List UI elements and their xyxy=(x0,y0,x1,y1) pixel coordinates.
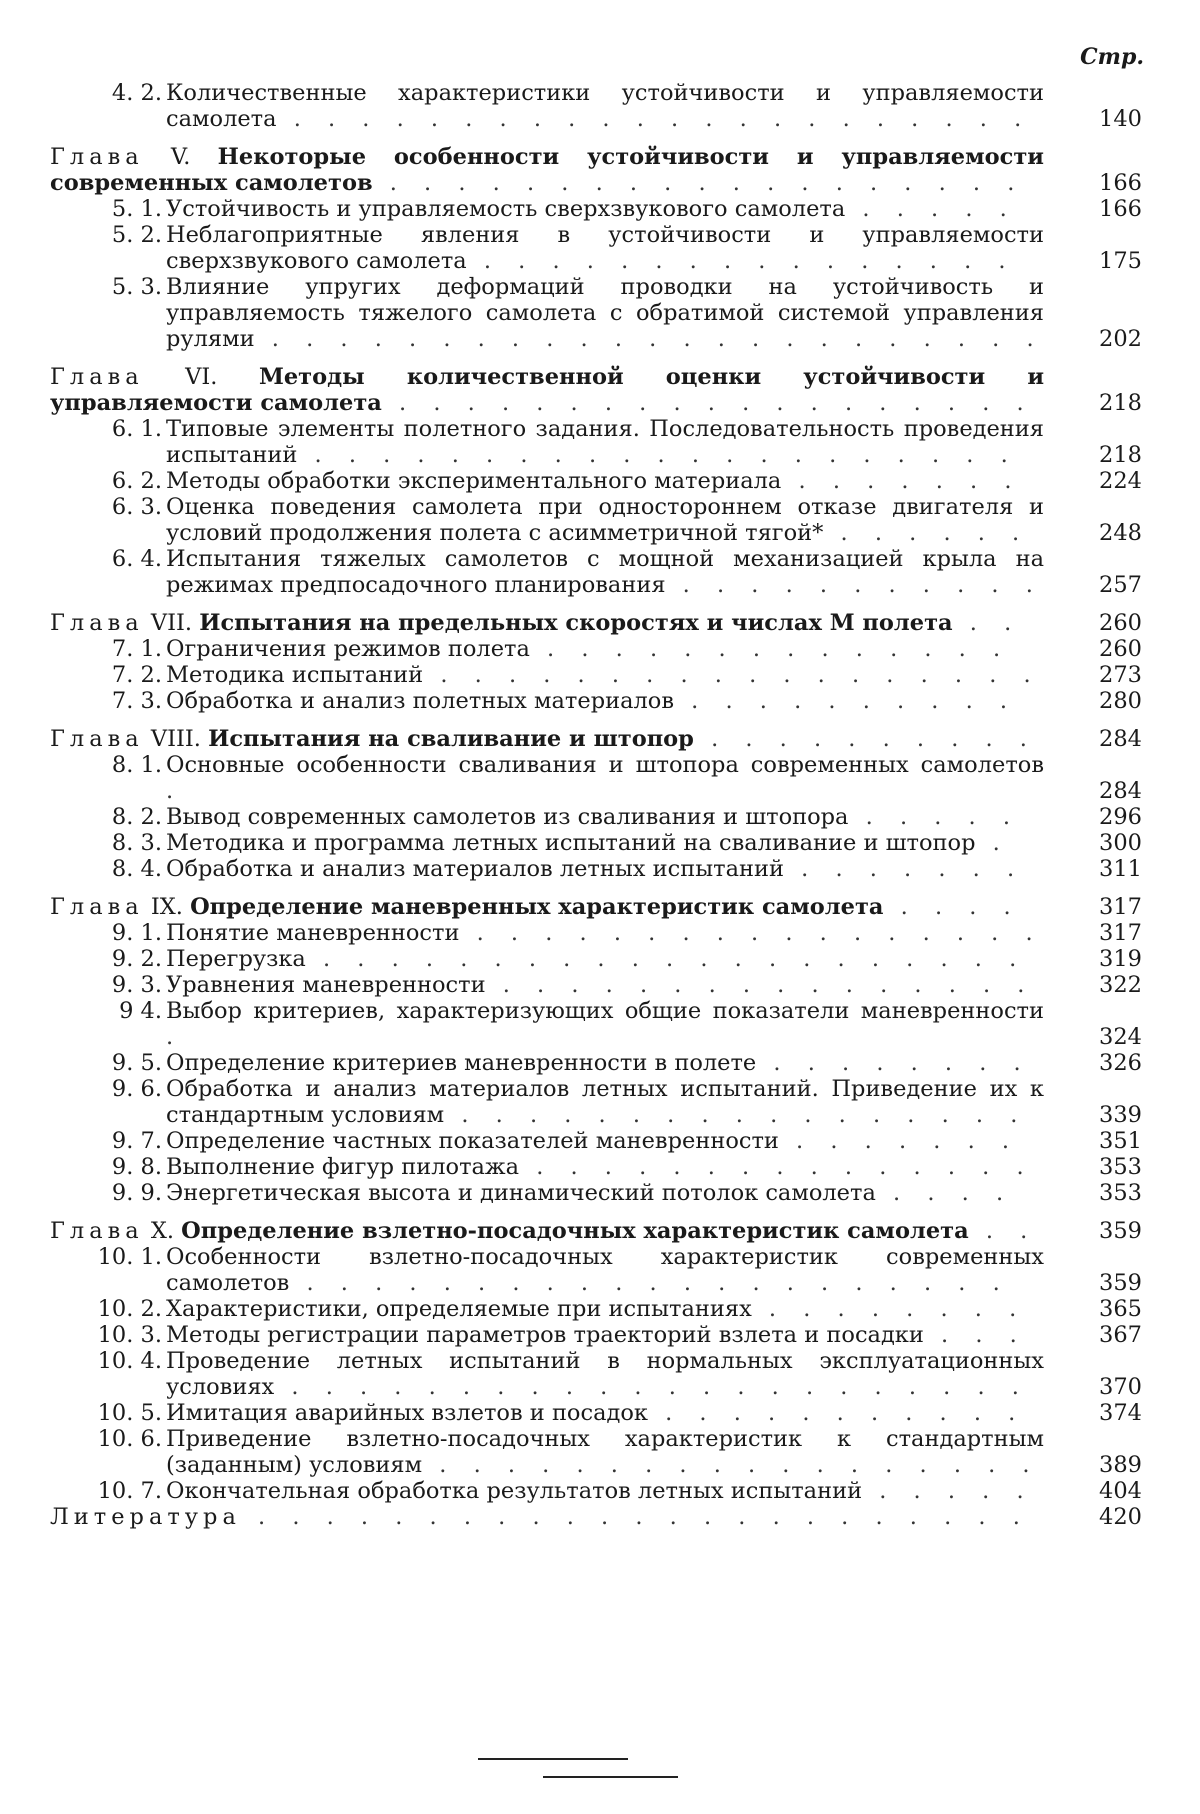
section-number: 9. 8. xyxy=(111,1154,162,1180)
section-number: 8. 3. xyxy=(111,830,162,856)
page-number: 317 xyxy=(1099,894,1142,920)
toc-section-entry xyxy=(50,972,1144,998)
dot-leader: . . . . . . . . . . . . . . . . . . . . . xyxy=(297,442,1018,468)
section-title: Приведение взлетно-посадочных характеристик к стандартным (заданным) условиям xyxy=(166,1426,1044,1478)
chapter-number: VIII. xyxy=(150,726,201,752)
chapter-title: Испытания на сваливание и штопор xyxy=(208,726,694,752)
toc-section-entry xyxy=(50,546,1144,598)
toc-literature-entry xyxy=(50,1504,1144,1530)
section-title: Методы регистрации параметров траекторий взлета и посадки xyxy=(166,1322,924,1348)
toc-chapter-entry xyxy=(50,610,1144,636)
section-title: Имитация аварийных взлетов и посадок xyxy=(166,1400,648,1426)
dot-leader: . . . . . . . . . . . xyxy=(665,572,1043,598)
toc-section-entry xyxy=(50,80,1144,132)
page-number: 224 xyxy=(1099,468,1142,494)
section-title: Испытания тяжелых самолетов с мощной механизацией крыла на режимах предпосадочного планирования xyxy=(166,546,1044,598)
toc-section-entry xyxy=(50,1322,1144,1348)
page-number: 218 xyxy=(1099,442,1142,468)
page-column-header: Стр. xyxy=(1080,44,1144,70)
toc-section-entry xyxy=(50,998,1144,1050)
section-title: Обработка и анализ материалов летных испытаний. Приведение их к стандартным условиям xyxy=(166,1076,1044,1128)
page-number: 353 xyxy=(1099,1180,1142,1206)
chapter-number: IX. xyxy=(150,894,183,920)
toc-section-entry xyxy=(50,688,1144,714)
toc-chapter-entry xyxy=(50,144,1144,196)
toc-section-entry xyxy=(50,830,1144,856)
dot-leader: . . . . . . . . . . . . . . . . . . xyxy=(423,662,1041,688)
toc-section-entry xyxy=(50,274,1144,352)
dot-leader: . . . . . . . . . . . . . . . . . . . . . . . xyxy=(254,326,1044,352)
section-title: Вывод современных самолетов из сваливания и штопора xyxy=(166,804,849,830)
section-title: Влияние упругих деформаций проводки на устойчивость и управляемость тяжелого самолета с обратимой системой управления рулями xyxy=(166,274,1044,352)
page-number: 166 xyxy=(1099,170,1142,196)
dot-leader: . xyxy=(166,1024,184,1050)
section-title: Понятие маневренности xyxy=(166,920,460,946)
section-number: 10. 3. xyxy=(97,1322,162,1348)
page-number: 367 xyxy=(1099,1322,1142,1348)
dot-leader: . . . . . . . . . . . . . . . xyxy=(519,1154,1034,1180)
chapter-label: Глава xyxy=(50,144,144,170)
dot-leader: . . . . . . . . . . xyxy=(693,726,1037,752)
section-title: Проведение летных испытаний в нормальных эксплуатационных условиях xyxy=(166,1348,1044,1400)
section-title: Обработка и анализ полетных материалов xyxy=(166,688,675,714)
page-number: 420 xyxy=(1099,1504,1142,1530)
toc-section-entry xyxy=(50,804,1144,830)
page-number: 351 xyxy=(1099,1128,1142,1154)
dot-leader: . . . . . . . . . . . . . . . . xyxy=(485,972,1035,998)
toc-section-entry xyxy=(50,222,1144,274)
dot-leader: . . . . . . . . . . . . . . . . . . . . . . xyxy=(274,1374,1029,1400)
section-title: Уравнения маневренности xyxy=(166,972,486,998)
section-title: Методы обработки экспериментального материала xyxy=(166,468,782,494)
page-number: 284 xyxy=(1099,778,1142,804)
toc-section-entry xyxy=(50,416,1144,468)
page-number: 359 xyxy=(1099,1218,1142,1244)
section-number: 10. 1. xyxy=(97,1244,162,1270)
dot-leader: . . . . . xyxy=(862,1478,1034,1504)
dot-leader: . . . . . . . . . . . . . . . . . . xyxy=(422,1452,1040,1478)
dot-leader: . . . . . . xyxy=(823,520,1030,546)
toc-chapter-entry xyxy=(50,894,1144,920)
section-number: 9. 1. xyxy=(111,920,162,946)
page-number: 324 xyxy=(1099,1024,1142,1050)
dot-leader: . . . . . xyxy=(845,196,1017,222)
section-number: 9. 7. xyxy=(111,1128,162,1154)
toc-section-entry xyxy=(50,1478,1144,1504)
dot-leader: . . . . . . . xyxy=(781,468,1022,494)
section-title: Типовые элементы полетного задания. Последовательность проведения испытаний xyxy=(166,416,1044,468)
dot-leader: . . . . . . . . . . . . . . . . . . . . . xyxy=(305,946,1027,972)
page-number: 322 xyxy=(1099,972,1142,998)
dot-leader: . . . . . . . . xyxy=(756,1050,1031,1076)
dot-leader: . . . . . . . . . . . . . . . . . . . xyxy=(381,390,1034,416)
section-title: Выполнение фигур пилотажа xyxy=(166,1154,520,1180)
toc-section-entry xyxy=(50,1400,1144,1426)
page-number: 326 xyxy=(1099,1050,1142,1076)
toc-chapter-entry xyxy=(50,726,1144,752)
section-number: 8. 4. xyxy=(111,856,162,882)
chapter-title: Определение взлетно-посадочных характеристик самолета xyxy=(181,1218,969,1244)
chapter-number: VII. xyxy=(150,610,193,636)
dot-leader: . . . . . . . . xyxy=(751,1296,1027,1322)
toc-section-entry xyxy=(50,1348,1144,1400)
toc-section-entry xyxy=(50,856,1144,882)
end-rule-lower xyxy=(543,1776,678,1778)
page-number: 260 xyxy=(1099,610,1142,636)
toc-section-entry xyxy=(50,468,1144,494)
section-title: Определение частных показателей маневренности xyxy=(166,1128,779,1154)
section-title: Окончательная обработка результатов летных испытаний xyxy=(166,1478,863,1504)
toc-chapter-entry xyxy=(50,364,1144,416)
dot-leader: . . xyxy=(952,610,1022,636)
dot-leader: . . . . . . . xyxy=(778,1128,1020,1154)
section-title: Особенности взлетно-посадочных характеристик современных самолетов xyxy=(166,1244,1044,1296)
toc-section-entry xyxy=(50,196,1144,222)
dot-leader: . xyxy=(166,778,184,804)
page-number: 202 xyxy=(1099,326,1142,352)
section-number: 9. 5. xyxy=(111,1050,162,1076)
section-title: Основные особенности сваливания и штопора современных самолетов xyxy=(166,752,1044,778)
page-number: 370 xyxy=(1099,1374,1142,1400)
table-of-contents xyxy=(50,80,1144,1530)
section-number: 5. 2. xyxy=(111,222,162,248)
section-number: 10. 6. xyxy=(97,1426,162,1452)
toc-section-entry xyxy=(50,1154,1144,1180)
chapter-number: V. xyxy=(170,144,191,170)
toc-section-entry xyxy=(50,752,1144,804)
section-number: 9. 9. xyxy=(111,1180,162,1206)
chapter-title: Некоторые особенности устойчивости и управляемости современных самолетов xyxy=(50,144,1044,196)
section-number: 6. 1. xyxy=(111,416,162,442)
toc-section-entry xyxy=(50,1180,1144,1206)
page-number: 280 xyxy=(1099,688,1142,714)
section-title: Энергетическая высота и динамический потолок самолета xyxy=(166,1180,876,1206)
section-number: 10. 2. xyxy=(97,1296,162,1322)
chapter-title: Определение маневренных характеристик самолета xyxy=(190,894,884,920)
dot-leader: . . . . . . . . . . . . . . . . . xyxy=(444,1102,1028,1128)
page-number: 317 xyxy=(1099,920,1142,946)
page-number: 140 xyxy=(1099,106,1142,132)
toc-section-entry xyxy=(50,1296,1144,1322)
page-number: 273 xyxy=(1099,662,1142,688)
page-number: 175 xyxy=(1099,248,1142,274)
page-number: 248 xyxy=(1099,520,1142,546)
dot-leader: . . xyxy=(968,1218,1038,1244)
chapter-title: Испытания на предельных скоростях и числах М полета xyxy=(199,610,953,636)
chapter-label: Глава xyxy=(50,1218,144,1244)
dot-leader: . . . . . . . . . . . . . . . . . . . . . xyxy=(289,1270,1010,1296)
literature-title: Литература xyxy=(50,1504,241,1530)
section-number: 6. 3. xyxy=(111,494,162,520)
dot-leader: . . . . . xyxy=(848,804,1021,830)
dot-leader: . . . . . . . . . . . . . . . . . . . . . . xyxy=(276,106,1032,132)
dot-leader: . xyxy=(975,830,1010,856)
page-number: 296 xyxy=(1099,804,1142,830)
page-number: 260 xyxy=(1099,636,1142,662)
section-title: Определение критериев маневренности в полете xyxy=(166,1050,757,1076)
toc-section-entry xyxy=(50,636,1144,662)
page-number: 353 xyxy=(1099,1154,1142,1180)
section-number: 8. 1. xyxy=(111,752,162,778)
chapter-number: VI. xyxy=(185,364,218,390)
section-number: 5. 3. xyxy=(111,274,162,300)
section-number: 8. 2. xyxy=(111,804,162,830)
section-title: Обработка и анализ материалов летных испытаний xyxy=(166,856,784,882)
section-title: Устойчивость и управляемость сверхзвукового самолета xyxy=(166,196,846,222)
section-title: Выбор критериев, характеризующих общие показатели маневренности xyxy=(166,998,1044,1024)
toc-section-entry xyxy=(50,1426,1144,1478)
section-title: Неблагоприятные явления в устойчивости и управляемости сверхзвукового самолета xyxy=(166,222,1044,274)
toc-chapter-entry xyxy=(50,1218,1144,1244)
section-number: 10. 7. xyxy=(97,1478,162,1504)
section-number: 7. 1. xyxy=(111,636,162,662)
chapter-number: X. xyxy=(150,1218,175,1244)
section-number: 9. 6. xyxy=(111,1076,162,1102)
section-number: 7. 3. xyxy=(111,688,162,714)
page-number: 374 xyxy=(1099,1400,1142,1426)
chapter-title: Методы количественной оценки устойчивости и управляемости самолета xyxy=(50,364,1045,416)
toc-section-entry xyxy=(50,946,1144,972)
page-number: 339 xyxy=(1099,1102,1142,1128)
section-number: 6. 4. xyxy=(111,546,162,572)
toc-section-entry xyxy=(50,1076,1144,1128)
section-title: Характеристики, определяемые при испытаниях xyxy=(166,1296,752,1322)
chapter-label: Глава xyxy=(50,894,144,920)
dot-leader: . . . . xyxy=(875,1180,1014,1206)
section-title: Ограничения режимов полета xyxy=(166,636,530,662)
toc-section-entry xyxy=(50,1128,1144,1154)
dot-leader: . . . . . . . . . . . . . . . . . . . xyxy=(372,170,1025,196)
section-title: Перегрузка xyxy=(166,946,306,972)
section-number: 9 4. xyxy=(119,998,162,1024)
page-number: 257 xyxy=(1099,572,1142,598)
section-title: Методика испытаний xyxy=(166,662,424,688)
section-title: Количественные характеристики устойчивости и управляемости самолета xyxy=(166,80,1044,132)
section-number: 7. 2. xyxy=(111,662,162,688)
chapter-label: Глава xyxy=(50,364,144,390)
toc-section-entry xyxy=(50,1050,1144,1076)
page-number: 311 xyxy=(1099,856,1142,882)
page-number: 319 xyxy=(1099,946,1142,972)
dot-leader: . . . . . . . . . . xyxy=(674,688,1018,714)
section-number: 9. 3. xyxy=(111,972,162,998)
toc-section-entry xyxy=(50,1244,1144,1296)
section-title: Методика и программа летных испытаний на сваливание и штопор xyxy=(166,830,976,856)
page-number: 365 xyxy=(1099,1296,1142,1322)
section-title: Оценка поведения самолета при одностороннем отказе двигателя и условий продолжения полета с асимметричной тягой* xyxy=(166,494,1044,546)
section-number: 4. 2. xyxy=(111,80,162,106)
page-number: 218 xyxy=(1099,390,1142,416)
section-number: 5. 1. xyxy=(111,196,162,222)
dot-leader: . . . . . . . . . . . xyxy=(647,1400,1026,1426)
chapter-label: Глава xyxy=(50,726,144,752)
section-number: 9. 2. xyxy=(111,946,162,972)
page-number: 389 xyxy=(1099,1452,1142,1478)
dot-leader: . . . . . . . . . . . . . . xyxy=(529,636,1011,662)
dot-leader: . . . . . . . xyxy=(783,856,1025,882)
toc-section-entry xyxy=(50,662,1144,688)
section-number: 10. 4. xyxy=(97,1348,162,1374)
dot-leader: . . . . xyxy=(883,894,1021,920)
section-number: 6. 2. xyxy=(111,468,162,494)
toc-section-entry xyxy=(50,920,1144,946)
page-number: 359 xyxy=(1099,1270,1142,1296)
dot-leader: . . . . . . . . . . . . . . . . xyxy=(466,248,1016,274)
page-number: 166 xyxy=(1099,196,1142,222)
dot-leader: . . . . . . . . . . . . . . . . . . . . . . . xyxy=(240,1504,1030,1530)
toc-section-entry xyxy=(50,494,1144,546)
page-number: 300 xyxy=(1099,830,1142,856)
chapter-label: Глава xyxy=(50,610,144,636)
page-number: 284 xyxy=(1099,726,1142,752)
dot-leader: . . . . . . . . . . . . . . . . . xyxy=(459,920,1043,946)
page-number: 404 xyxy=(1099,1478,1142,1504)
section-number: 10. 5. xyxy=(97,1400,162,1426)
end-rule-upper xyxy=(478,1758,628,1760)
dot-leader: . . . xyxy=(923,1322,1027,1348)
